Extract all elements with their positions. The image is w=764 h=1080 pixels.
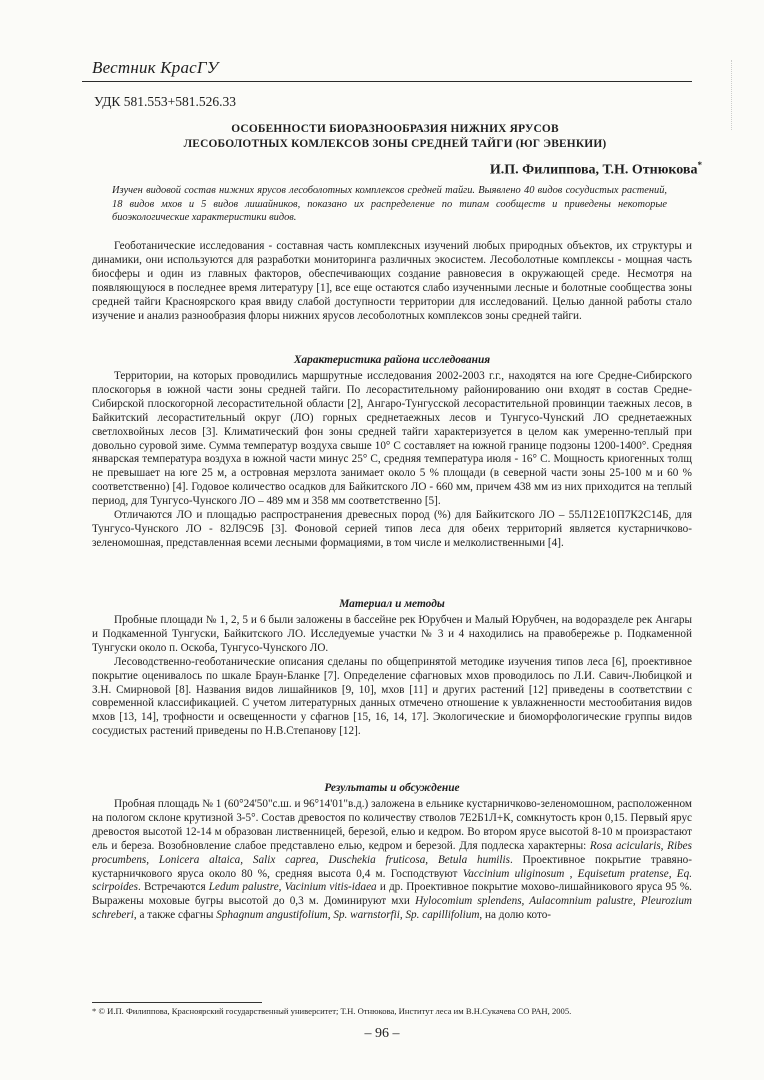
results-text: , а также сфагны bbox=[133, 909, 217, 922]
species-list: Vaccinium uliginosum , Equisetum pratense, Eq. scirpoides bbox=[92, 867, 692, 894]
udc-code: УДК 581.553+581.526.33 bbox=[94, 94, 237, 109]
results-text: и др. Проективное покрытие мохово-лишайникового яруса 95 %. Выражены моховые бугры высотой до 0,3 м. Доминируют мхи bbox=[92, 881, 692, 908]
methods-paragraph-1: Пробные площади № 1, 2, 5 и 6 были заложены в бассейне рек Юрубчен и Малый Юрубчен, на водоразделе рек Ангары и Подкаменной Тунгуски, Байкитского ЛО. Исследуемые участки № 3 и 4 находились на правобережье р. Подкаменной Тунгуски около п. Оскоба, Тунгусо-Чунского ЛО. bbox=[92, 614, 692, 654]
methods-section bbox=[92, 614, 692, 739]
section-heading-study-area: Характеристика района исследования bbox=[293, 354, 491, 366]
footnote-rule bbox=[92, 1002, 262, 1003]
results-text: Пробная площадь № 1 (60°24'50"с.ш. и 96°14'01"в.д.) заложена в ельнике кустарничково-зеленомошном, расположенном на пологом склоне крутизной 3-5°. Состав древостоя по количеству стволов 7Е2Б1Л+К, сомкнутость крон 0,15. Первый ярус древостоя высотой 12-14 м образован лиственницей, березой, елью и кедром. Во втором ярусе высотой 8-10 м произрастают ель и береза. Возобновление слабое представлено елью, кедром и березой. Для подлеска характерны: bbox=[92, 798, 692, 852]
intro-section bbox=[92, 240, 692, 323]
study-area-paragraph-2: Отличаются ЛО и площадью распространения древесных пород (%) для Байкитского ЛО – 55Л12Е10П7К2С14Б, для Тунгусо-Чунского ЛО - 82Л9С9Б [3]. Фоновой серией типов леса для обеих территорий является кустарничково-зеленомошная, представленная всеми лесными формациями, в том числе и мелколиственными [4]. bbox=[92, 509, 692, 549]
scan-edge-mark bbox=[731, 60, 746, 130]
results-paragraph-1 bbox=[92, 798, 692, 923]
page-number: – 96 – bbox=[364, 1026, 400, 1041]
species-list: Hylocomium splendens, Aulacomnium palustre, Pleurozium schreberi bbox=[92, 895, 692, 922]
intro-paragraph: Геоботанические исследования - составная часть комплексных изучений любых природных объектов, их структуры и динамики, они используются для разработки мониторинга различных экосистем. Лесоболотные комплексы - мощная часть биосферы и один из главных факторов, обеспечивающих создание равновесия в окружающей среде. Несмотря на появляющуюся в последнее время литературу [1], все еще остаются слабо изученными лесные и болотные сообщества зоны средней тайги Красноярского края ввиду слабой доступности территории для исследований. Целью данной работы стало изучение и анализ разнообразия флоры нижних ярусов лесоболотных комплексов зоны средней тайги. bbox=[92, 240, 692, 322]
methods-paragraph-2: Лесоводственно-геоботанические описания сделаны по общепринятой методике изучения типов леса [6], проективное покрытие оценивалось по шкале Браун-Бланке [7]. Определение сфагновых мхов проводилось по Л.И. Савич-Любицкой и З.Н. Смирновой [8]. Названия видов лишайников [9, 10], мхов [11] и других растений [12] приведены в соответствии с современной классификацией. С учетом литературных данных отмечено отношение к увлажненности местообитания видов мхов [13, 14], трофности и освещенности у сфагнов [15, 16, 14, 17]. Экологические и биоморфологические группы видов сосудистых растений приведены по Н.В.Степанову [12]. bbox=[92, 655, 692, 738]
author-footnote-mark: * bbox=[697, 160, 702, 170]
study-area-section bbox=[92, 370, 692, 551]
section-heading-methods: Материал и методы bbox=[339, 598, 445, 610]
footnote: * © И.П. Филиппова, Красноярский государственный университет; Т.Н. Отнюкова, Институт леса им В.Н.Сукачева СО РАН, 2005. bbox=[92, 1006, 572, 1016]
title-line-2: ЛЕСОБОЛОТНЫХ КОМЛЕКСОВ ЗОНЫ СРЕДНЕЙ ТАЙГИ (ЮГ ЭВЕНКИИ) bbox=[183, 138, 607, 150]
journal-name: Вестник КрасГУ bbox=[92, 58, 219, 77]
results-text: , на долю кото- bbox=[479, 909, 552, 922]
section-heading-results: Результаты и обсуждение bbox=[324, 782, 460, 794]
species-list: Ledum palustre, Vacinium vitis-idaea bbox=[208, 881, 377, 894]
species-list: Sphagnum angustifolium, Sp. warnstorfii, Sp. capillifolium bbox=[216, 909, 480, 922]
results-text: . Встречаются bbox=[138, 881, 209, 894]
title-line-1: ОСОБЕННОСТИ БИОРАЗНООБРАЗИЯ НИЖНИХ ЯРУСОВ bbox=[231, 123, 559, 135]
results-section bbox=[92, 798, 692, 923]
species-list: Rosa acicularis, Ribes procumbens, Lonicera altaica, Salix caprea, Duschekia fruticosa, Betula humilis bbox=[92, 839, 692, 866]
results-text: . Проективное покрытие травяно-кустарничкового яруса около 80 %, средняя высота 0,4 м. Господствуют bbox=[92, 853, 693, 880]
article-title bbox=[90, 122, 700, 152]
header-rule bbox=[82, 81, 692, 82]
author-names: И.П. Филиппова, Т.Н. Отнюкова bbox=[489, 162, 698, 178]
study-area-paragraph-1: Территории, на которых проводились маршрутные исследования 2002-2003 г.г., находятся на юге Средне-Сибирского плоскогорья в южной части зоны средней тайги. По лесорастительному районированию они входят в состав Средне-Сибирской плоскогорной лесорастительной области [2], Ангаро-Тунгусской лесорастительной провинции таежных лесов, в Байкитский лесорастительный округ (ЛО) горных среднетаежных лесов и Тунгусо-Чунский ЛО среднетаежных светлохвойных лесов [3]. Климатический фон зоны средней тайги характеризуется в целом как умеренно-теплый при довольно суровой зиме. Сумма температур воздуха свыше 10° С составляет на южной границе подзоны 1200-1400°. Средняя январская температура воздуха в южной части минус 25° С, средняя температура июля - 16° С. Мощность криогенных толщ не превышает на юге 25 м, а островная мерзлота занимает около 5 % площади (в северной части зоны 25-100 м и 60 % соответственно) [4]. Годовое количество осадков для Байкитского ЛО - 660 мм, причем 438 мм из них приходится на теплый период, для Тунгусо-Чунского ЛО – 489 мм и 358 мм соответственно [5]. bbox=[92, 370, 692, 508]
abstract: Изучен видовой состав нижних ярусов лесоболотных комплексов средней тайги. Выявлено 40 видов сосудистых растений, 18 видов мхов и 5 видов лишайников, показано их распределение по типам сообществ и приведены некоторые биоэкологические характеристики видов. bbox=[112, 185, 667, 224]
authors bbox=[490, 160, 702, 179]
